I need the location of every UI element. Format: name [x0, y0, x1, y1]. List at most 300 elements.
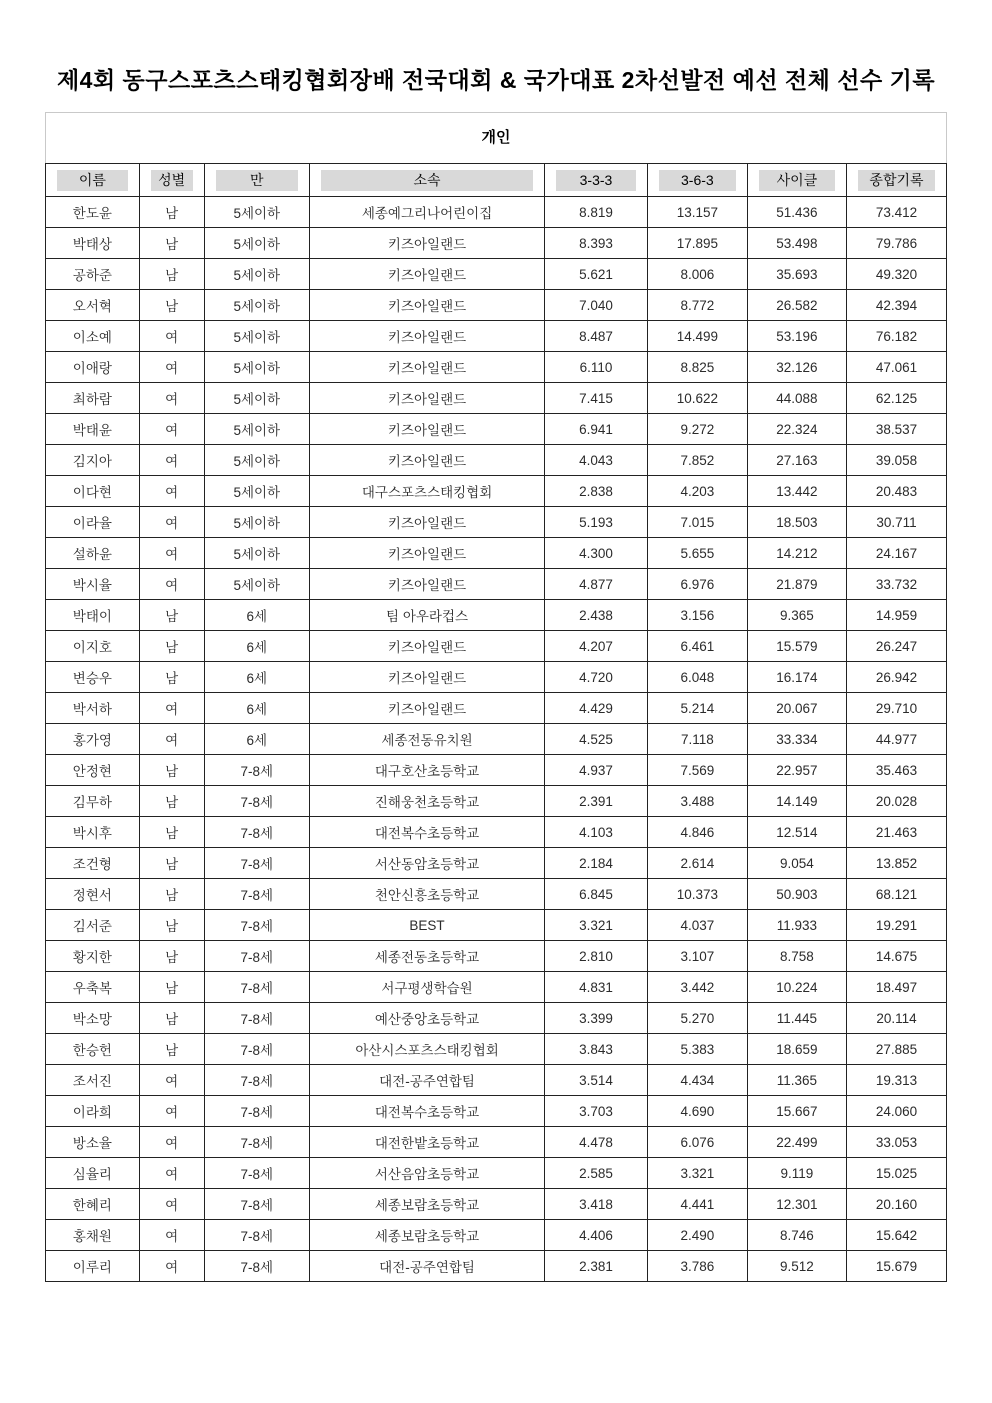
cell-t333: 2.838	[545, 476, 648, 507]
cell-gender: 여	[139, 1189, 204, 1220]
cell-t333: 4.207	[545, 631, 648, 662]
header-highlight: 종합기록	[858, 170, 935, 191]
cell-t363: 2.490	[647, 1220, 747, 1251]
cell-total: 79.786	[846, 228, 946, 259]
cell-t363: 4.434	[647, 1065, 747, 1096]
cell-t363: 8.006	[647, 259, 747, 290]
cell-total: 15.025	[846, 1158, 946, 1189]
cell-cycle: 51.436	[747, 197, 846, 228]
cell-cycle: 21.879	[747, 569, 846, 600]
cell-name: 심율리	[46, 1158, 140, 1189]
table-row	[46, 228, 947, 259]
cell-total: 29.710	[846, 693, 946, 724]
table-row	[46, 352, 947, 383]
cell-name: 박시후	[46, 817, 140, 848]
cell-age: 7-8세	[204, 1158, 309, 1189]
cell-cycle: 9.512	[747, 1251, 846, 1282]
table-row	[46, 600, 947, 631]
cell-t333: 4.877	[545, 569, 648, 600]
cell-age: 6세	[204, 693, 309, 724]
cell-age: 6세	[204, 631, 309, 662]
cell-gender: 여	[139, 569, 204, 600]
cell-cycle: 22.957	[747, 755, 846, 786]
cell-name: 이라희	[46, 1096, 140, 1127]
cell-t333: 8.819	[545, 197, 648, 228]
cell-gender: 여	[139, 724, 204, 755]
cell-team: 키즈아일랜드	[309, 259, 544, 290]
column-header-333	[545, 164, 648, 197]
cell-gender: 남	[139, 910, 204, 941]
cell-cycle: 15.579	[747, 631, 846, 662]
cell-gender: 남	[139, 879, 204, 910]
column-header-name	[46, 164, 140, 197]
cell-gender: 남	[139, 786, 204, 817]
cell-t363: 14.499	[647, 321, 747, 352]
cell-t333: 2.391	[545, 786, 648, 817]
cell-cycle: 9.119	[747, 1158, 846, 1189]
table-row	[46, 383, 947, 414]
cell-cycle: 32.126	[747, 352, 846, 383]
cell-cycle: 11.933	[747, 910, 846, 941]
header-highlight: 이름	[57, 170, 128, 191]
cell-cycle: 10.224	[747, 972, 846, 1003]
cell-t333: 4.043	[545, 445, 648, 476]
cell-cycle: 18.503	[747, 507, 846, 538]
cell-age: 7-8세	[204, 848, 309, 879]
cell-total: 33.732	[846, 569, 946, 600]
cell-team: 키즈아일랜드	[309, 569, 544, 600]
column-header-team	[309, 164, 544, 197]
cell-age: 5세이하	[204, 538, 309, 569]
cell-total: 20.028	[846, 786, 946, 817]
cell-name: 박시율	[46, 569, 140, 600]
cell-gender: 남	[139, 662, 204, 693]
cell-cycle: 27.163	[747, 445, 846, 476]
cell-name: 설하윤	[46, 538, 140, 569]
cell-team: 세종전동유치원	[309, 724, 544, 755]
cell-total: 26.942	[846, 662, 946, 693]
table-row	[46, 1034, 947, 1065]
cell-total: 24.167	[846, 538, 946, 569]
cell-age: 5세이하	[204, 197, 309, 228]
cell-age: 7-8세	[204, 1003, 309, 1034]
cell-gender: 여	[139, 1251, 204, 1282]
cell-t363: 6.076	[647, 1127, 747, 1158]
table-row	[46, 879, 947, 910]
records-table	[45, 163, 947, 1282]
cell-total: 20.114	[846, 1003, 946, 1034]
cell-t363: 13.157	[647, 197, 747, 228]
cell-cycle: 35.693	[747, 259, 846, 290]
cell-team: 키즈아일랜드	[309, 445, 544, 476]
table-row	[46, 1003, 947, 1034]
table-row	[46, 1065, 947, 1096]
cell-age: 5세이하	[204, 228, 309, 259]
cell-name: 박태상	[46, 228, 140, 259]
cell-gender: 여	[139, 414, 204, 445]
cell-age: 5세이하	[204, 383, 309, 414]
cell-cycle: 20.067	[747, 693, 846, 724]
table-row	[46, 910, 947, 941]
cell-name: 안정현	[46, 755, 140, 786]
records-table-body	[46, 197, 947, 1282]
cell-cycle: 11.365	[747, 1065, 846, 1096]
cell-name: 조건형	[46, 848, 140, 879]
table-row	[46, 972, 947, 1003]
cell-age: 5세이하	[204, 290, 309, 321]
cell-t333: 4.103	[545, 817, 648, 848]
cell-cycle: 16.174	[747, 662, 846, 693]
cell-t333: 8.393	[545, 228, 648, 259]
table-row	[46, 507, 947, 538]
cell-team: 팀 아우라컵스	[309, 600, 544, 631]
cell-cycle: 44.088	[747, 383, 846, 414]
table-row	[46, 786, 947, 817]
cell-t333: 4.937	[545, 755, 648, 786]
table-row	[46, 662, 947, 693]
cell-name: 공하준	[46, 259, 140, 290]
records-table-head	[46, 164, 947, 197]
cell-name: 최하람	[46, 383, 140, 414]
cell-t363: 3.488	[647, 786, 747, 817]
cell-cycle: 12.514	[747, 817, 846, 848]
cell-t363: 6.976	[647, 569, 747, 600]
cell-name: 이소예	[46, 321, 140, 352]
table-row	[46, 445, 947, 476]
cell-team: 대전복수초등학교	[309, 1096, 544, 1127]
cell-t333: 4.300	[545, 538, 648, 569]
cell-total: 68.121	[846, 879, 946, 910]
table-row	[46, 290, 947, 321]
cell-name: 박태이	[46, 600, 140, 631]
cell-age: 6세	[204, 600, 309, 631]
table-row	[46, 724, 947, 755]
section-header-individual: 개인	[45, 112, 947, 164]
cell-age: 6세	[204, 662, 309, 693]
cell-name: 홍가영	[46, 724, 140, 755]
cell-age: 5세이하	[204, 321, 309, 352]
cell-name: 오서혁	[46, 290, 140, 321]
table-row	[46, 321, 947, 352]
cell-t333: 3.321	[545, 910, 648, 941]
cell-t363: 4.203	[647, 476, 747, 507]
cell-t333: 8.487	[545, 321, 648, 352]
cell-cycle: 8.746	[747, 1220, 846, 1251]
cell-team: 아산시스포츠스태킹협회	[309, 1034, 544, 1065]
cell-age: 5세이하	[204, 414, 309, 445]
header-row	[46, 164, 947, 197]
table-row	[46, 631, 947, 662]
cell-name: 김서준	[46, 910, 140, 941]
table-row	[46, 569, 947, 600]
table-row	[46, 817, 947, 848]
cell-team: 서산동암초등학교	[309, 848, 544, 879]
cell-age: 5세이하	[204, 476, 309, 507]
table-row	[46, 259, 947, 290]
header-highlight: 사이클	[759, 170, 835, 191]
cell-total: 76.182	[846, 321, 946, 352]
cell-total: 39.058	[846, 445, 946, 476]
cell-age: 7-8세	[204, 879, 309, 910]
cell-age: 7-8세	[204, 786, 309, 817]
cell-total: 62.125	[846, 383, 946, 414]
cell-age: 7-8세	[204, 817, 309, 848]
cell-t363: 4.441	[647, 1189, 747, 1220]
cell-team: 키즈아일랜드	[309, 228, 544, 259]
cell-name: 한혜리	[46, 1189, 140, 1220]
cell-team: 서산음암초등학교	[309, 1158, 544, 1189]
cell-total: 19.313	[846, 1065, 946, 1096]
cell-t333: 7.040	[545, 290, 648, 321]
table-row	[46, 1096, 947, 1127]
cell-t363: 7.852	[647, 445, 747, 476]
cell-name: 방소율	[46, 1127, 140, 1158]
cell-t363: 3.107	[647, 941, 747, 972]
cell-t363: 7.118	[647, 724, 747, 755]
cell-t363: 5.655	[647, 538, 747, 569]
cell-gender: 남	[139, 197, 204, 228]
cell-team: 세종보람초등학교	[309, 1189, 544, 1220]
cell-cycle: 18.659	[747, 1034, 846, 1065]
cell-cycle: 14.149	[747, 786, 846, 817]
cell-name: 김지아	[46, 445, 140, 476]
cell-t363: 7.015	[647, 507, 747, 538]
cell-total: 38.537	[846, 414, 946, 445]
cell-t333: 3.418	[545, 1189, 648, 1220]
cell-gender: 여	[139, 1127, 204, 1158]
cell-t363: 6.461	[647, 631, 747, 662]
cell-t363: 5.270	[647, 1003, 747, 1034]
cell-total: 42.394	[846, 290, 946, 321]
cell-total: 24.060	[846, 1096, 946, 1127]
cell-t363: 5.214	[647, 693, 747, 724]
cell-t363: 4.037	[647, 910, 747, 941]
cell-t333: 3.399	[545, 1003, 648, 1034]
cell-total: 26.247	[846, 631, 946, 662]
cell-t333: 3.843	[545, 1034, 648, 1065]
cell-team: 세종보람초등학교	[309, 1220, 544, 1251]
cell-t333: 4.406	[545, 1220, 648, 1251]
cell-team: 세종예그리나어린이집	[309, 197, 544, 228]
records-section	[45, 112, 947, 1282]
cell-age: 7-8세	[204, 1220, 309, 1251]
cell-team: 키즈아일랜드	[309, 414, 544, 445]
cell-name: 홍채원	[46, 1220, 140, 1251]
cell-t333: 4.525	[545, 724, 648, 755]
column-header-total	[846, 164, 946, 197]
cell-name: 우축복	[46, 972, 140, 1003]
cell-t333: 6.110	[545, 352, 648, 383]
cell-gender: 남	[139, 972, 204, 1003]
cell-gender: 여	[139, 445, 204, 476]
cell-gender: 남	[139, 848, 204, 879]
cell-total: 33.053	[846, 1127, 946, 1158]
header-highlight: 3-3-3	[556, 170, 636, 191]
cell-team: 키즈아일랜드	[309, 662, 544, 693]
cell-cycle: 9.054	[747, 848, 846, 879]
cell-total: 14.959	[846, 600, 946, 631]
cell-age: 7-8세	[204, 1189, 309, 1220]
cell-t363: 4.846	[647, 817, 747, 848]
table-row	[46, 1127, 947, 1158]
cell-team: 키즈아일랜드	[309, 507, 544, 538]
cell-gender: 남	[139, 631, 204, 662]
table-row	[46, 476, 947, 507]
cell-name: 이루리	[46, 1251, 140, 1282]
cell-t333: 3.514	[545, 1065, 648, 1096]
cell-t333: 5.193	[545, 507, 648, 538]
cell-age: 6세	[204, 724, 309, 755]
cell-team: 진해웅천초등학교	[309, 786, 544, 817]
cell-gender: 남	[139, 755, 204, 786]
cell-gender: 남	[139, 290, 204, 321]
cell-t333: 2.184	[545, 848, 648, 879]
cell-team: BEST	[309, 910, 544, 941]
cell-t363: 3.156	[647, 600, 747, 631]
cell-total: 27.885	[846, 1034, 946, 1065]
cell-total: 15.642	[846, 1220, 946, 1251]
cell-age: 7-8세	[204, 910, 309, 941]
cell-gender: 남	[139, 1034, 204, 1065]
cell-team: 대전-공주연합팀	[309, 1065, 544, 1096]
cell-age: 5세이하	[204, 259, 309, 290]
header-highlight: 3-6-3	[659, 170, 736, 191]
table-row	[46, 693, 947, 724]
cell-t363: 2.614	[647, 848, 747, 879]
cell-t363: 5.383	[647, 1034, 747, 1065]
cell-cycle: 9.365	[747, 600, 846, 631]
cell-team: 대전-공주연합팀	[309, 1251, 544, 1282]
cell-t333: 2.438	[545, 600, 648, 631]
cell-cycle: 15.667	[747, 1096, 846, 1127]
cell-team: 대전복수초등학교	[309, 817, 544, 848]
cell-t363: 7.569	[647, 755, 747, 786]
cell-age: 5세이하	[204, 352, 309, 383]
header-highlight: 만	[216, 170, 298, 191]
cell-name: 이애랑	[46, 352, 140, 383]
cell-team: 키즈아일랜드	[309, 383, 544, 414]
cell-name: 박서하	[46, 693, 140, 724]
cell-cycle: 50.903	[747, 879, 846, 910]
cell-cycle: 53.498	[747, 228, 846, 259]
cell-cycle: 22.324	[747, 414, 846, 445]
table-row	[46, 1158, 947, 1189]
cell-cycle: 13.442	[747, 476, 846, 507]
cell-t333: 2.585	[545, 1158, 648, 1189]
cell-name: 정현서	[46, 879, 140, 910]
cell-gender: 여	[139, 538, 204, 569]
cell-gender: 여	[139, 352, 204, 383]
cell-cycle: 53.196	[747, 321, 846, 352]
table-row	[46, 1220, 947, 1251]
cell-cycle: 8.758	[747, 941, 846, 972]
cell-t363: 8.772	[647, 290, 747, 321]
cell-gender: 여	[139, 1220, 204, 1251]
cell-t333: 3.703	[545, 1096, 648, 1127]
cell-name: 이다현	[46, 476, 140, 507]
cell-gender: 여	[139, 383, 204, 414]
cell-cycle: 11.445	[747, 1003, 846, 1034]
header-highlight: 성별	[151, 170, 193, 191]
cell-age: 7-8세	[204, 1065, 309, 1096]
cell-cycle: 12.301	[747, 1189, 846, 1220]
cell-total: 73.412	[846, 197, 946, 228]
table-row	[46, 414, 947, 445]
cell-gender: 남	[139, 228, 204, 259]
cell-age: 7-8세	[204, 1251, 309, 1282]
table-row	[46, 848, 947, 879]
cell-name: 한도윤	[46, 197, 140, 228]
cell-age: 7-8세	[204, 755, 309, 786]
cell-name: 이지호	[46, 631, 140, 662]
cell-team: 키즈아일랜드	[309, 321, 544, 352]
table-row	[46, 1251, 947, 1282]
column-header-age	[204, 164, 309, 197]
cell-age: 7-8세	[204, 941, 309, 972]
cell-team: 대구스포츠스태킹협회	[309, 476, 544, 507]
cell-gender: 남	[139, 1003, 204, 1034]
cell-cycle: 26.582	[747, 290, 846, 321]
table-row	[46, 197, 947, 228]
cell-gender: 남	[139, 941, 204, 972]
cell-team: 키즈아일랜드	[309, 538, 544, 569]
cell-name: 변승우	[46, 662, 140, 693]
cell-total: 21.463	[846, 817, 946, 848]
cell-total: 49.320	[846, 259, 946, 290]
page-title: 제4회 동구스포츠스태킹협회장배 전국대회 & 국가대표 2차선발전 예선 전체 선수 기록	[56, 67, 936, 93]
cell-t363: 4.690	[647, 1096, 747, 1127]
cell-name: 김무하	[46, 786, 140, 817]
cell-t333: 4.478	[545, 1127, 648, 1158]
cell-t333: 4.831	[545, 972, 648, 1003]
cell-age: 7-8세	[204, 1127, 309, 1158]
cell-total: 18.497	[846, 972, 946, 1003]
cell-age: 7-8세	[204, 972, 309, 1003]
cell-t333: 4.720	[545, 662, 648, 693]
cell-gender: 여	[139, 1096, 204, 1127]
cell-total: 30.711	[846, 507, 946, 538]
cell-gender: 여	[139, 476, 204, 507]
cell-total: 35.463	[846, 755, 946, 786]
cell-total: 20.483	[846, 476, 946, 507]
cell-team: 대전한밭초등학교	[309, 1127, 544, 1158]
cell-team: 키즈아일랜드	[309, 631, 544, 662]
column-header-gender	[139, 164, 204, 197]
cell-name: 박태윤	[46, 414, 140, 445]
cell-gender: 남	[139, 817, 204, 848]
header-highlight: 소속	[321, 170, 533, 191]
cell-age: 5세이하	[204, 445, 309, 476]
cell-team: 세종전동초등학교	[309, 941, 544, 972]
cell-team: 서구평생학습원	[309, 972, 544, 1003]
cell-team: 천안신흥초등학교	[309, 879, 544, 910]
cell-t333: 2.381	[545, 1251, 648, 1282]
cell-gender: 남	[139, 259, 204, 290]
cell-name: 박소망	[46, 1003, 140, 1034]
cell-team: 키즈아일랜드	[309, 693, 544, 724]
cell-gender: 여	[139, 693, 204, 724]
cell-name: 한승헌	[46, 1034, 140, 1065]
cell-cycle: 14.212	[747, 538, 846, 569]
cell-total: 20.160	[846, 1189, 946, 1220]
cell-age: 5세이하	[204, 569, 309, 600]
cell-t333: 6.941	[545, 414, 648, 445]
cell-team: 키즈아일랜드	[309, 352, 544, 383]
cell-t363: 17.895	[647, 228, 747, 259]
cell-gender: 여	[139, 1065, 204, 1096]
cell-cycle: 22.499	[747, 1127, 846, 1158]
cell-t363: 10.622	[647, 383, 747, 414]
